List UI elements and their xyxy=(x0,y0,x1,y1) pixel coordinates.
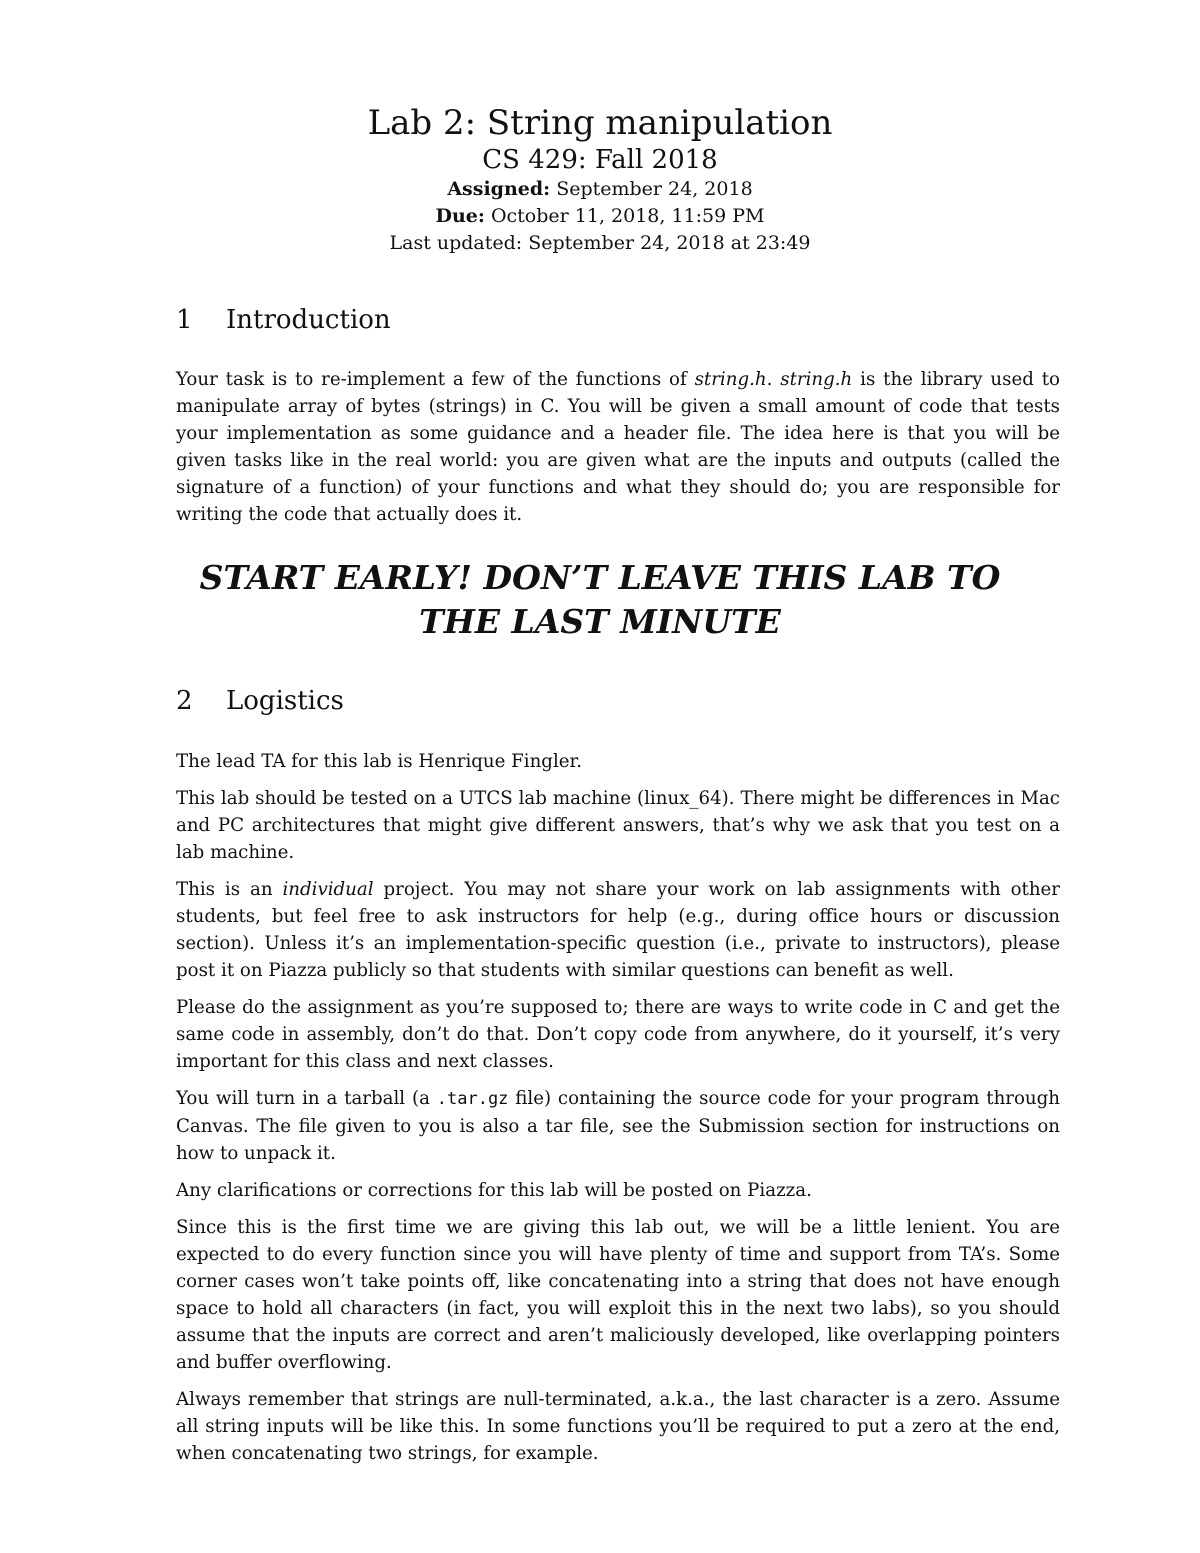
document-title: Lab 2: String manipulation xyxy=(367,103,833,143)
tar-gz-code: .tar.gz xyxy=(436,1089,509,1109)
section-title: Logistics xyxy=(226,686,344,716)
logistics-paragraph-individual: This is an individual project. You may not share your work on lab assignments with other students, but feel free to ask instructors for help (e.g., during office hours or discussion section). Unless it’s an implementation-specific question (i.e., private to instructors), please post it on Piazza publicly so that students with similar questions can benefit as well. xyxy=(176,879,1061,981)
due-value: October 11, 2018, 11:59 PM xyxy=(490,205,765,227)
introduction-body xyxy=(176,366,1060,538)
logistics-paragraph-machine: This lab should be tested on a UTCS lab machine (linux_64). There might be differences in Mac and PC architectures that might give different answers, that’s why we ask that you test on a lab machine. xyxy=(176,788,1060,863)
logistics-paragraph-honesty: Please do the assignment as you’re supposed to; there are ways to write code in C and get the same code in assembly, don’t do that. Don’t copy code from anywhere, do it yourself, it’s very important for this class and next classes. xyxy=(176,997,1060,1072)
due-date xyxy=(0,203,1200,229)
logistics-paragraph-piazza: Any clarifications or corrections for this lab will be posted on Piazza. xyxy=(176,1180,812,1201)
last-updated: Last updated: September 24, 2018 at 23:49 xyxy=(389,232,811,254)
assigned-value: September 24, 2018 xyxy=(556,178,753,200)
logistics-paragraph-null-terminated: Always remember that strings are null-terminated, a.k.a., the last character is a zero. Assume all string inputs will be like this. In some functions you’ll be required to put a zero at the end, when concatenating two strings, for example. xyxy=(176,1389,1060,1464)
logistics-body xyxy=(176,748,1060,1477)
course-subtitle: CS 429: Fall 2018 xyxy=(482,145,718,175)
logistics-paragraph-ta: The lead TA for this lab is Henrique Fingler. xyxy=(176,751,583,772)
intro-paragraph: Your task is to re-implement a few of the functions of string.h. string.h is the library used to manipulate array of bytes (strings) in C. You will be given a small amount of code that tests your implementation as some guidance and a header file. The idea here is that you will be given tasks like in the real world: you are given what are the inputs and outputs (called the signature of a function) of your functions and what they should do; you are responsible for writing the code that actually does it. xyxy=(176,369,1060,525)
start-early-banner: START EARLY! DON’T LEAVE THIS LAB TO THE LAST MINUTE xyxy=(199,558,1001,641)
string-h-ref: string.h xyxy=(780,369,853,390)
section-number: 2 xyxy=(176,686,193,716)
logistics-paragraph-lenient: Since this is the first time we are giving this lab out, we will be a little lenient. You are expected to do every function since you will have plenty of time and support from TA’s. Some corner cases won’t take points off, like concatenating into a string that does not have enough space to hold all characters (in fact, you will exploit this in the next two labs), so you should assume that the inputs are correct and aren’t maliciously developed, like overlapping pointers and buffer overflowing. xyxy=(176,1217,1060,1373)
section-number: 1 xyxy=(176,305,193,335)
assigned-date xyxy=(0,176,1200,202)
section-heading-introduction xyxy=(176,303,391,337)
section-heading-logistics xyxy=(176,684,344,718)
due-label: Due: xyxy=(435,205,485,227)
section-title: Introduction xyxy=(226,305,391,335)
assigned-label: Assigned: xyxy=(447,178,551,200)
string-h-ref: string.h xyxy=(694,369,767,390)
logistics-paragraph-tarball: You will turn in a tarball (a .tar.gz file) containing the source code for your program through Canvas. The file given to you is also a tar file, see the Submission section for instructions on how to unpack it. xyxy=(176,1088,1060,1164)
individual-emphasis: individual xyxy=(282,879,374,900)
